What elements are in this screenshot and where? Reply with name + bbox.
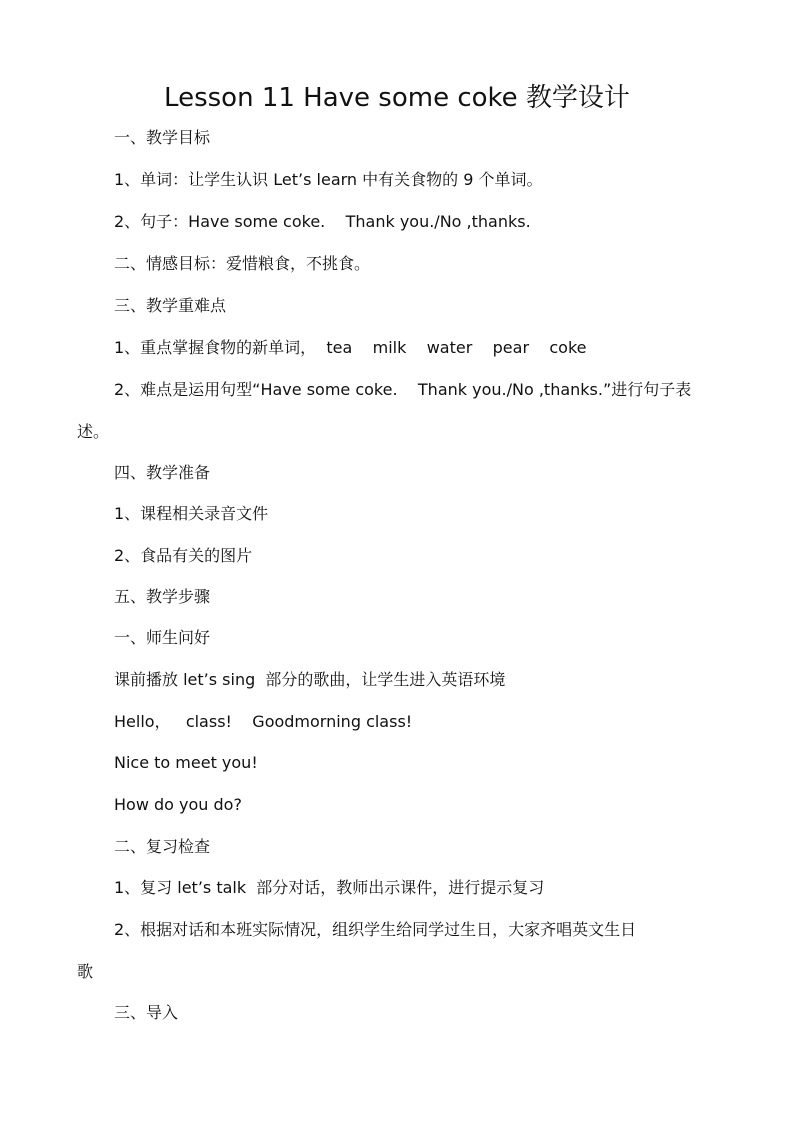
document-title: Lesson 11 Have some coke 教学设计 (164, 83, 630, 113)
greeting-nice: Nice to meet you! (114, 753, 258, 772)
key-point-words: 1、重点掌握食物的新单词， tea milk water pear coke (114, 338, 587, 357)
heading-emotional-goals: 二、情感目标：爱惜粮食，不挑食。 (114, 254, 371, 273)
difficult-point: 2、难点是运用句型“Have some coke. Thank you./No ,thanks.”进行句子表 (114, 380, 692, 399)
objective-sentences: 2、句子：Have some coke. Thank you./No ,thanks. (114, 212, 531, 231)
step-lead-in: 三、导入 (114, 1003, 179, 1022)
heading-teaching-objectives: 一、教学目标 (114, 128, 211, 147)
review-birthday-continued: 歌 (77, 962, 94, 981)
step-greeting: 一、师生问好 (114, 628, 211, 647)
greeting-how: How do you do? (114, 795, 242, 814)
review-birthday: 2、根据对话和本班实际情况，组织学生给同学过生日，大家齐唱英文生日 (114, 920, 637, 939)
review-talk: 1、复习 let’s talk 部分对话，教师出示课件，进行提示复习 (114, 878, 545, 897)
difficult-point-continued: 述。 (77, 422, 110, 441)
preparation-pictures: 2、食品有关的图片 (114, 546, 253, 565)
objective-vocabulary: 1、单词：让学生认识 Let’s learn 中有关食物的 9 个单词。 (114, 170, 543, 189)
greeting-song-note: 课前播放 let’s sing 部分的歌曲，让学生进入英语环境 (114, 670, 506, 689)
preparation-audio: 1、课程相关录音文件 (114, 504, 269, 523)
heading-teaching-preparation: 四、教学准备 (114, 463, 211, 482)
greeting-hello: Hello， class! Goodmorning class! (114, 712, 413, 731)
step-review: 二、复习检查 (114, 837, 211, 856)
heading-key-points: 三、教学重难点 (114, 296, 227, 315)
heading-teaching-steps: 五、教学步骤 (114, 587, 211, 606)
